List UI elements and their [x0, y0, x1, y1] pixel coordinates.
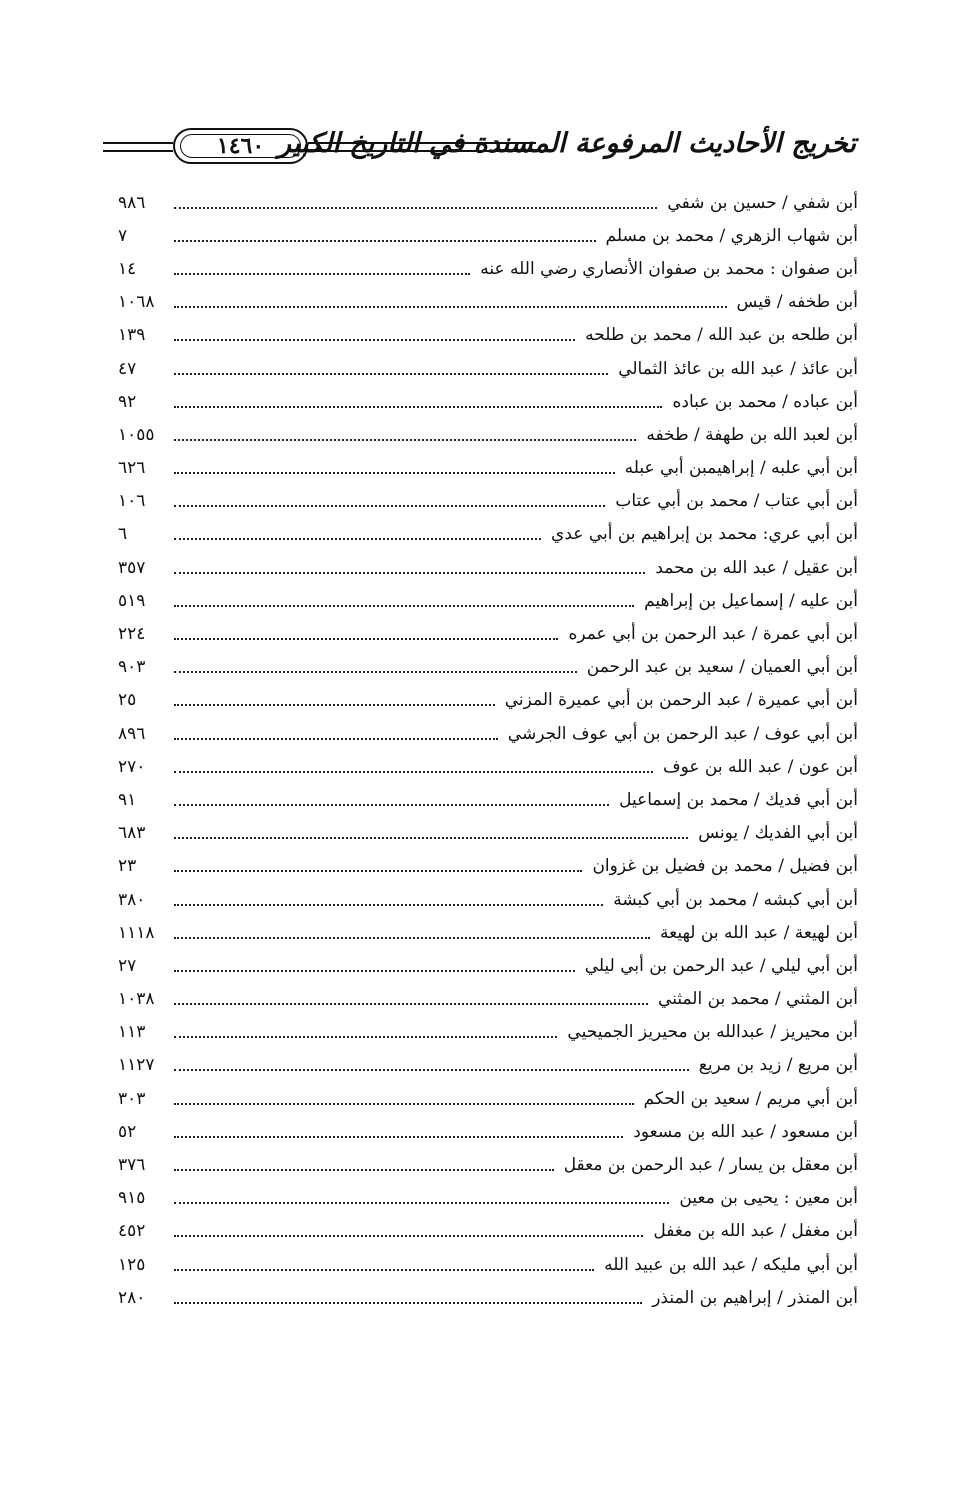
entry-page-number: ٣٠٣: [118, 1088, 146, 1109]
index-entry: [118, 883, 858, 916]
entry-name: أبن عقيل / عبد الله بن محمد: [655, 557, 858, 578]
index-entry: [118, 916, 858, 949]
index-entry: [118, 219, 858, 252]
entry-page-number: ٥١٩: [118, 590, 146, 611]
entry-name: أبن أبي عتاب / محمد بن أبي عتاب: [615, 491, 858, 512]
index-entry: [118, 850, 858, 883]
header-rule-left: [103, 142, 173, 152]
leader-dots: [174, 1269, 594, 1271]
index-entry: [118, 651, 858, 684]
entry-name: أبن المنذر / إبراهيم بن المنذر: [652, 1287, 858, 1308]
index-entry: [118, 783, 858, 816]
index-entry: [118, 452, 858, 485]
index-entry: [118, 485, 858, 518]
index-entry: [118, 983, 858, 1016]
entry-name: أبن معين : يحيى بن معين: [679, 1188, 858, 1209]
index-entry: [118, 1115, 858, 1148]
entry-name: أبن أبي العميان / سعيد بن عبد الرحمن: [586, 657, 858, 678]
entry-name: أبن أبي عمرة / عبد الرحمن بن أبي عمره: [568, 624, 858, 645]
leader-dots: [174, 605, 634, 607]
entry-page-number: ٣٧٦: [118, 1155, 146, 1176]
entry-name: أبن أبي مليكه / عبد الله بن عبيد الله: [604, 1254, 858, 1275]
book-title: تخريج الأحاديث المرفوعة المسندة في التاريخ الكبير: [278, 128, 856, 159]
entry-page-number: ٢٨٠: [118, 1287, 146, 1308]
index-list: [118, 186, 858, 1314]
leader-dots: [174, 505, 605, 507]
index-entry: [118, 684, 858, 717]
header-rule: [308, 142, 536, 152]
leader-dots: [174, 439, 636, 441]
entry-page-number: ١٠٣٨: [118, 989, 155, 1010]
entry-name: أبن طخفه / قيس: [736, 292, 858, 313]
leader-dots: [174, 1235, 643, 1237]
entry-page-number: ٦٢٦: [118, 458, 146, 479]
entry-name: أبن أبي عوف / عبد الرحمن بن أبي عوف الجرشي: [507, 723, 858, 744]
entry-name: أبن أبي مريم / سعيد بن الحكم: [643, 1088, 858, 1109]
index-entry: [118, 385, 858, 418]
entry-page-number: ١١١٨: [118, 922, 155, 943]
entry-page-number: ٣٥٧: [118, 557, 146, 578]
entry-name: أبن مغفل / عبد الله بن مغفل: [653, 1221, 858, 1242]
leader-dots: [174, 1069, 689, 1071]
entry-name: أبن شفي / حسين بن شفي: [667, 192, 858, 213]
entry-name: أبن أبي كبشه / محمد بن أبي كبشة: [613, 889, 858, 910]
entry-name: أبن فضيل / محمد بن فضيل بن غزوان: [592, 856, 858, 877]
index-entry: [118, 1082, 858, 1115]
entry-name: أبن أبي عري: محمد بن إبراهيم بن أبي عدي: [551, 524, 858, 545]
index-entry: [118, 286, 858, 319]
leader-dots: [174, 638, 558, 640]
entry-name: أبن عباده / محمد بن عباده: [672, 391, 858, 412]
entry-name: أبن مسعود / عبد الله بن مسعود: [633, 1121, 858, 1142]
entry-name: أبن عون / عبد الله بن عوف: [662, 756, 858, 777]
leader-dots: [174, 240, 596, 242]
entry-name: أبن أبي الفديك / يونس: [698, 823, 858, 844]
index-entry: [118, 352, 858, 385]
index-entry: [118, 186, 858, 219]
page-header: [103, 126, 856, 170]
entry-page-number: ٩٠٣: [118, 657, 146, 678]
leader-dots: [174, 1202, 669, 1204]
entry-name: أبن لهيعة / عبد الله بن لهيعة: [660, 922, 858, 943]
index-entry: [118, 1148, 858, 1181]
entry-page-number: ١١٣: [118, 1022, 146, 1043]
entry-page-number: ٢٧٠: [118, 756, 146, 777]
index-entry: [118, 949, 858, 982]
entry-page-number: ٤٥٢: [118, 1221, 146, 1242]
entry-name: أبن المثني / محمد بن المثني: [658, 989, 858, 1010]
entry-name: أبن معقل بن يسار / عبد الرحمن بن معقل: [563, 1155, 858, 1176]
index-entry: [118, 252, 858, 285]
index-entry: [118, 617, 858, 650]
entry-name: أبن شهاب الزهري / محمد بن مسلم: [605, 225, 858, 246]
entry-name: أبن أبي فديك / محمد بن إسماعيل: [619, 789, 858, 810]
index-entry: [118, 1215, 858, 1248]
leader-dots: [174, 273, 470, 275]
entry-page-number: ١٠٦٨: [118, 292, 155, 313]
leader-dots: [174, 306, 727, 308]
entry-page-number: ٥٢: [118, 1121, 137, 1142]
entry-page-number: ١٢٥: [118, 1254, 146, 1275]
leader-dots: [174, 771, 653, 773]
entry-name: أبن أبي علبه / إبراهيمبن أبي عبله: [624, 458, 858, 479]
leader-dots: [174, 1136, 623, 1138]
index-entry: [118, 584, 858, 617]
entry-page-number: ٩٨٦: [118, 192, 146, 213]
entry-name: أبن طلحه بن عبد الله / محمد بن طلحه: [585, 325, 858, 346]
entry-name: أبن أبي عميرة / عبد الرحمن بن أبي عميرة المزني: [504, 690, 858, 711]
leader-dots: [174, 1302, 642, 1304]
leader-dots: [174, 671, 577, 673]
page-number-badge: [173, 128, 308, 164]
leader-dots: [174, 704, 495, 706]
leader-dots: [174, 937, 650, 939]
entry-page-number: ٤٧: [118, 358, 137, 379]
entry-page-number: ٩١٥: [118, 1188, 146, 1209]
leader-dots: [174, 738, 498, 740]
leader-dots: [174, 837, 688, 839]
entry-page-number: ٢٣: [118, 856, 137, 877]
leader-dots: [174, 804, 609, 806]
entry-page-number: ١٠٦: [118, 491, 146, 512]
leader-dots: [174, 1169, 554, 1171]
entry-page-number: ٨٩٦: [118, 723, 146, 744]
entry-name: أبن عليه / إسماعيل بن إبراهيم: [644, 590, 858, 611]
index-entry: [118, 817, 858, 850]
index-entry: [118, 750, 858, 783]
entry-page-number: ١٠٥٥: [118, 424, 155, 445]
index-entry: [118, 717, 858, 750]
index-entry: [118, 551, 858, 584]
entry-page-number: ٩١: [118, 789, 137, 810]
entry-page-number: ٦: [118, 524, 128, 545]
leader-dots: [174, 1036, 557, 1038]
leader-dots: [174, 970, 575, 972]
index-entry: [118, 1182, 858, 1215]
leader-dots: [174, 1103, 634, 1105]
leader-dots: [174, 538, 541, 540]
entry-name: أبن مريع / زيد بن مريع: [698, 1055, 858, 1076]
index-entry: [118, 1016, 858, 1049]
index-entry: [118, 1248, 858, 1281]
leader-dots: [174, 572, 645, 574]
entry-page-number: ٩٢: [118, 391, 137, 412]
leader-dots: [174, 870, 582, 872]
entry-name: أبن أبي ليلي / عبد الرحمن بن أبي ليلي: [584, 955, 858, 976]
index-entry: [118, 319, 858, 352]
entry-name: أبن محيريز / عبدالله بن محيريز الجميحيي: [567, 1022, 858, 1043]
entry-page-number: ١٣٩: [118, 325, 146, 346]
entry-page-number: ٢٢٤: [118, 624, 146, 645]
entry-name: أبن لعبد الله بن طهفة / طخفه: [646, 424, 858, 445]
leader-dots: [174, 339, 575, 341]
leader-dots: [174, 472, 615, 474]
entry-page-number: ٢٥: [118, 690, 137, 711]
index-entry: [118, 1281, 858, 1314]
entry-page-number: ١١٢٧: [118, 1055, 155, 1076]
entry-page-number: ١٤: [118, 258, 137, 279]
entry-name: أبن صفوان : محمد بن صفوان الأنصاري رضي الله عنه: [480, 258, 858, 279]
entry-name: أبن عائذ / عبد الله بن عائذ الثمالي: [618, 358, 858, 379]
leader-dots: [174, 1003, 648, 1005]
leader-dots: [174, 406, 662, 408]
entry-page-number: ٣٨٠: [118, 889, 146, 910]
page-number: ١٤٦٠: [180, 134, 301, 158]
index-entry: [118, 1049, 858, 1082]
index-entry: [118, 518, 858, 551]
leader-dots: [174, 207, 657, 209]
index-entry: [118, 418, 858, 451]
entry-page-number: ٢٧: [118, 955, 137, 976]
leader-dots: [174, 373, 608, 375]
entry-page-number: ٧: [118, 225, 128, 246]
leader-dots: [174, 904, 603, 906]
entry-page-number: ٦٨٣: [118, 823, 146, 844]
